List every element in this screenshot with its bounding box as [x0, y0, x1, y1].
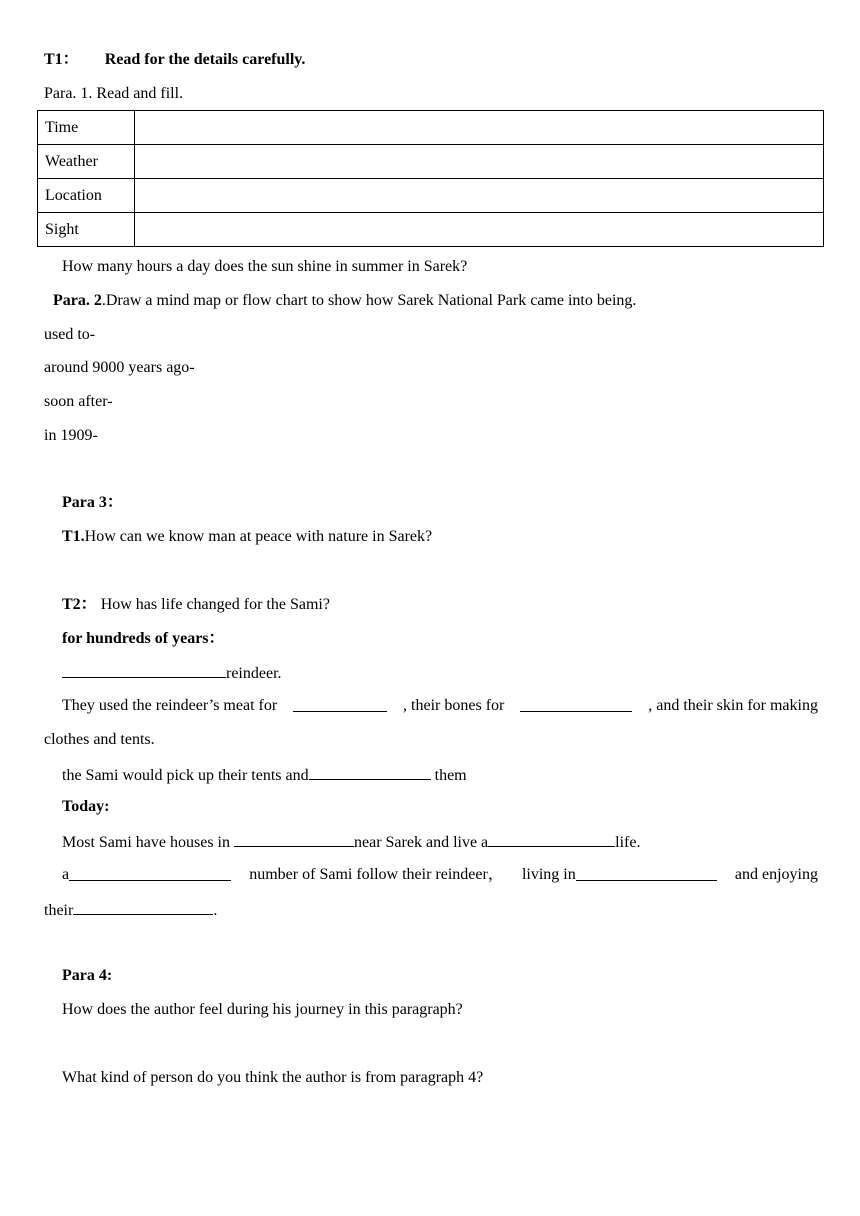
answer-cell-sight[interactable] [135, 213, 824, 247]
row-label-time: Time [38, 111, 135, 145]
blank-field[interactable] [62, 662, 226, 678]
timeline-item: around 9000 years ago- [44, 359, 195, 376]
para3-heading: Para 3： [62, 494, 123, 511]
timeline-item: soon after- [44, 393, 113, 410]
blank-field[interactable] [576, 865, 717, 881]
reindeer-line: reindeer. [62, 662, 282, 684]
para4-question-2: What kind of person do you think the author is from paragraph 4? [62, 1069, 484, 1086]
para3-task2: T2： How has life changed for the Sami? [62, 596, 330, 613]
hundreds-years-label: for hundreds of years： [62, 630, 225, 647]
blank-field[interactable] [293, 696, 387, 712]
meat-line: They used the reindeer’s meat for , their bones for , and their skin for making [62, 697, 818, 714]
blank-field[interactable] [488, 831, 615, 847]
table-row [38, 111, 824, 145]
tents-line: the Sami would pick up their tents and them [62, 764, 467, 786]
blank-field[interactable] [309, 764, 431, 780]
blank-field[interactable] [73, 899, 213, 915]
task-heading: T1： Read for the details carefully. [44, 51, 306, 68]
para2-instruction: Para. 2.Draw a mind map or flow chart to show how Sarek National Park came into being. [53, 292, 637, 309]
answer-cell-weather[interactable] [135, 145, 824, 179]
row-label-weather: Weather [38, 145, 135, 179]
timeline-item: in 1909- [44, 427, 98, 444]
para1-question: How many hours a day does the sun shine in summer in Sarek? [62, 258, 468, 275]
para3-task1: T1.How can we know man at peace with nature in Sarek? [62, 528, 433, 545]
fill-table [37, 110, 824, 247]
answer-cell-location[interactable] [135, 179, 824, 213]
houses-line: Most Sami have houses in near Sarek and live a life. [62, 831, 640, 853]
timeline-item: used to- [44, 326, 96, 343]
para1-instruction: Para. 1. Read and fill. [44, 85, 184, 102]
para4-heading: Para 4: [62, 967, 113, 984]
row-label-sight: Sight [38, 213, 135, 247]
row-label-location: Location [38, 179, 135, 213]
number-line-cont: their . [44, 899, 217, 921]
para4-question-1: How does the author feel during his journey in this paragraph? [62, 1001, 463, 1018]
today-label: Today: [62, 798, 110, 815]
blank-field[interactable] [234, 831, 354, 847]
table-row [38, 213, 824, 247]
meat-line-cont: clothes and tents. [44, 731, 155, 748]
number-line: a number of Sami follow their reindeer， living in and enjoying [62, 866, 818, 883]
blank-field[interactable] [69, 865, 231, 881]
table-row [38, 145, 824, 179]
blank-field[interactable] [520, 696, 632, 712]
answer-cell-time[interactable] [135, 111, 824, 145]
table-row [38, 179, 824, 213]
